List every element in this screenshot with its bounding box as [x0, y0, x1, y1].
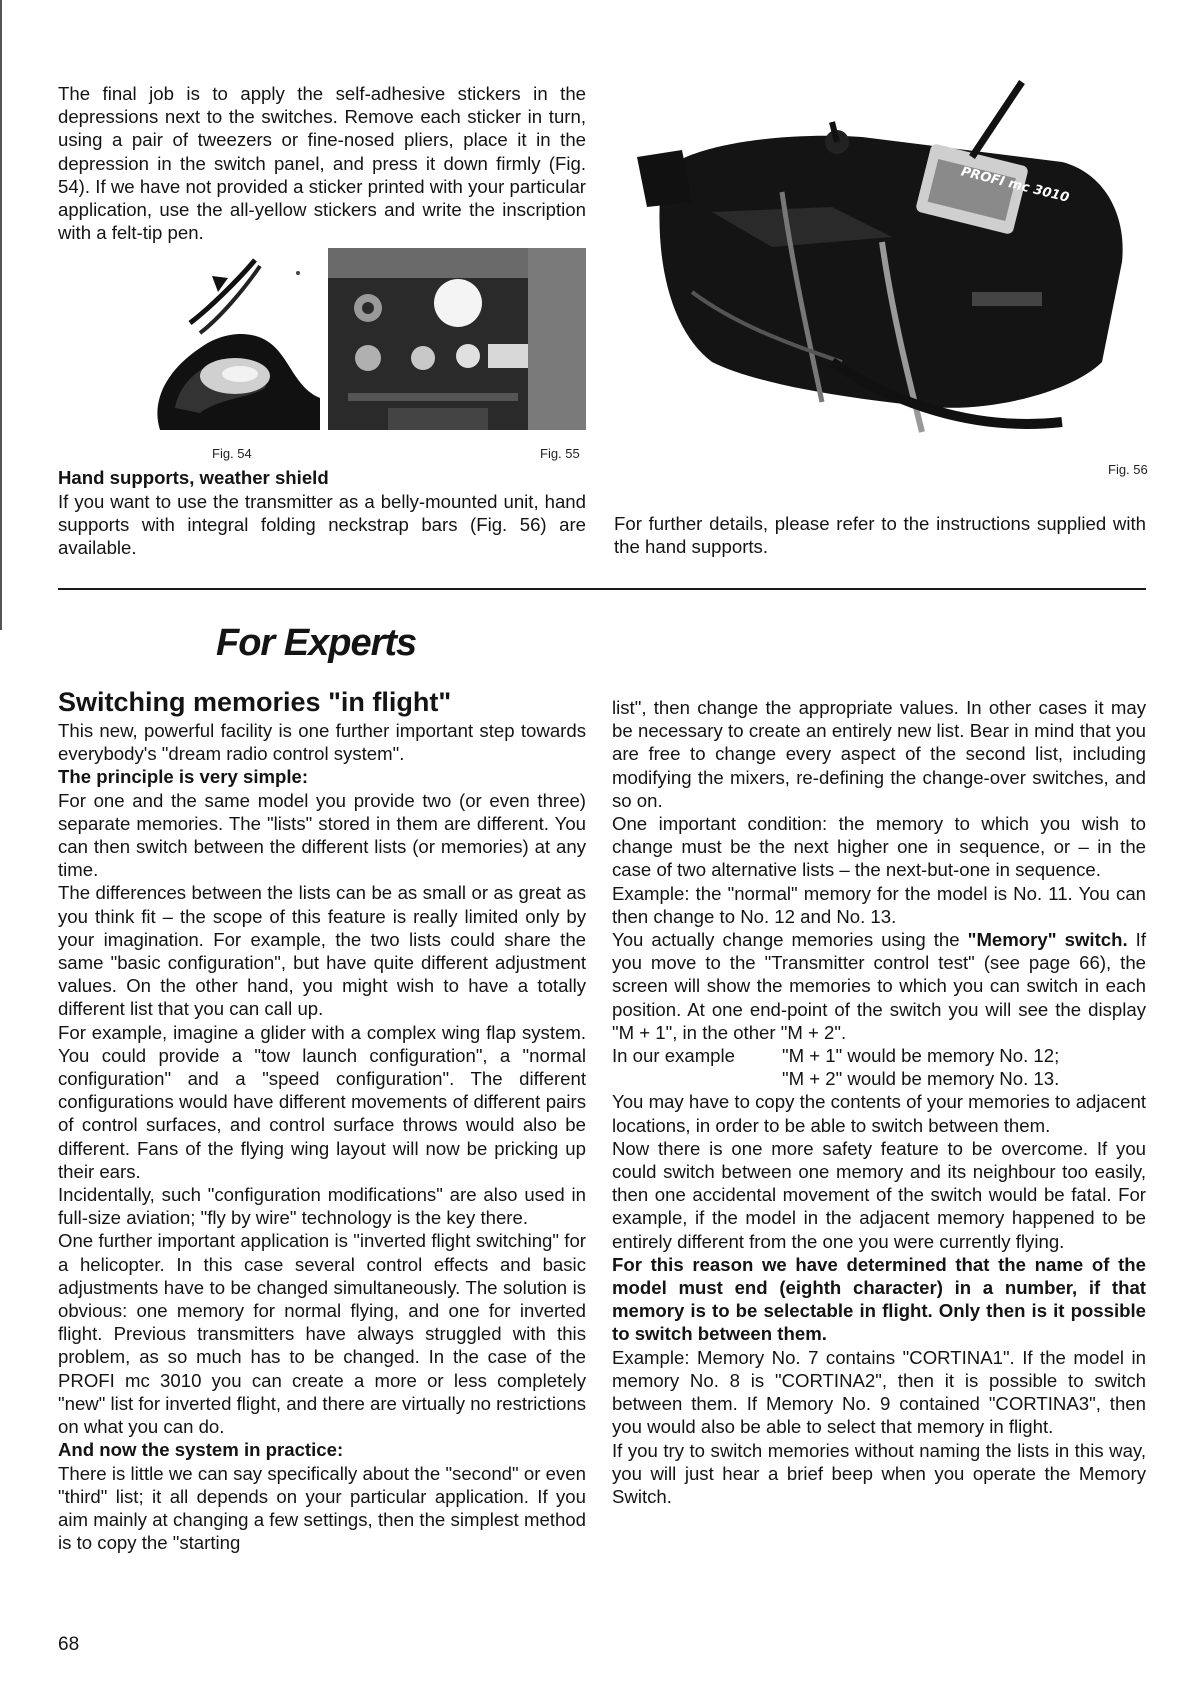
- left-para-5: Incidentally, such "configuration modifications" are also used in full-size aviation; "fly by wire" technology is the key there.: [58, 1184, 586, 1229]
- fig55-photo-switch-panel: [328, 248, 586, 430]
- experts-right-column: [612, 696, 1146, 1508]
- experts-left-column: [58, 719, 586, 1554]
- example-label: In our example: [612, 1045, 735, 1067]
- memory-switch-term: "Memory" switch.: [967, 929, 1128, 951]
- right-para-8: If you try to switch memories without naming the lists in this way, you will just hear a brief beep when you operate the Memory Switch.: [612, 1439, 1146, 1507]
- right-para-2: One important condition: the memory to which you wish to change must be the next higher one in sequence, or – in the case of two alternative lists – the next-but-one in sequence.: [612, 813, 1146, 881]
- binder-margin-line: [0, 0, 2, 630]
- fig56-photo-transmitter: [632, 62, 1146, 454]
- left-para-2: For one and the same model you provide two (or even three) separate memories. The "lists" stored in them are different. You can then switch between the different lists (or memories) at any time.: [58, 789, 586, 881]
- page-number: 68: [58, 1634, 80, 1655]
- left-para-1: This new, powerful facility is one further important step towards everybody's "dream radio control system".: [58, 720, 586, 765]
- fig56-caption: Fig. 56: [1108, 462, 1148, 477]
- fig54-photo-tweezers: [120, 248, 320, 430]
- right-para-4: [612, 928, 1146, 1044]
- fig54-caption: Fig. 54: [212, 446, 252, 461]
- right-para-4-start: You actually change memories using the: [612, 929, 968, 951]
- left-para-4: For example, imagine a glider with a complex wing flap system. You could provide a "tow launch configuration", a "normal configuration" and a "speed configuration". The different configurations would have different movements of different pairs of control surfaces, and control surface throws would also be different. Fans of the flying wing layout will now be pricking up their ears.: [58, 1021, 586, 1182]
- left-para-7: There is little we can say specifically about the "second" or even "third" list; it all depends on your particular application. If you aim mainly at changing a few settings, then the simplest method is to copy the "starting: [58, 1462, 586, 1554]
- right-para-3: Example: the "normal" memory for the model is No. 11. You can then change to No. 12 and No. 13.: [612, 882, 1146, 927]
- principle-subheading: The principle is very simple:: [58, 766, 309, 788]
- right-para-5: You may have to copy the contents of your memories to adjacent locations, in order to be able to switch between them.: [612, 1091, 1146, 1136]
- right-para-7: Example: Memory No. 7 contains "CORTINA1". If the model in memory No. 8 is "CORTINA2", then it is possible to switch between them. If Memory No. 9 contained "CORTINA3", then you would also be able to select that memory in flight.: [612, 1346, 1146, 1438]
- practice-subheading: And now the system in practice:: [58, 1439, 344, 1461]
- left-para-6: One further important application is "inverted flight switching" for a helicopter. In this case several control effects and basic adjustments have to be changed simultaneously. The solution is obvious: one memory for normal flying, and one for inverted flight. Previous transmitters have always struggled with this problem, as so much has to be changed. In the case of the PROFI mc 3010 you can create a more or less completely "new" list for inverted flight, and there are virtually no restrictions on what you can do.: [58, 1230, 586, 1438]
- hand-supports-text: If you want to use the transmitter as a belly-mounted unit, hand supports with integral folding neckstrap bars (Fig. 56) are available.: [58, 491, 586, 559]
- example-row-2: [612, 1067, 1146, 1090]
- hand-supports-heading: Hand supports, weather shield: [58, 467, 329, 488]
- further-details-text: For further details, please refer to the instructions supplied with the hand supports.: [614, 513, 1146, 558]
- sticker-instructions: The final job is to apply the self-adhesive stickers in the depressions next to the switches. Remove each sticker in turn, using a pair of tweezers or fine-nosed pliers, place it in the depression in the switch panel, and press it down firmly (Fig. 54). If we have not provided a sticker printed with your particular application, use the all-yellow stickers and write the inscription with a felt-tip pen.: [58, 83, 586, 244]
- example-line-2: "M + 2" would be memory No. 13.: [782, 1068, 1060, 1090]
- left-para-3: The differences between the lists can be as small or as great as you think fit – the scope of this feature is really limited only by your imagination. For example, the two lists could share the same "basic configuration", but have quite different adjustment values. On the other hand, you might wish to have a totally different list that you can call up.: [58, 882, 586, 1020]
- right-para-1: list", then change the appropriate values. In other cases it may be necessary to create an entirely new list. Bear in mind that you are free to change every aspect of the second list, including modifying the mixers, re-defining the change-over switches, and so on.: [612, 697, 1146, 811]
- example-row-1: [612, 1044, 1146, 1067]
- right-para-6: Now there is one more safety feature to be overcome. If you could switch between one memory and its neighbour too easily, then one accidental movement of the switch would be fatal. For example, if the model in the adjacent memory happened to be entirely different from the one you were currently flying.: [612, 1137, 1146, 1252]
- example-line-1: "M + 1" would be memory No. 12;: [782, 1045, 1060, 1067]
- naming-rule-bold: For this reason we have determined that the name of the model must end (eighth character) in a number, if that memory is to be selectable in flight. Only then is it possible to switch between them.: [612, 1253, 1146, 1345]
- right-para-4-end: If you move to the "Transmitter control test" (see page 66), the screen will show the memories to which you can switch in each position. At one end-point of the switch you will see the display "M + 1", in the other "M + 2".: [612, 929, 1147, 1043]
- for-experts-banner: For Experts: [216, 622, 417, 664]
- switching-memories-heading: Switching memories "in flight": [58, 687, 452, 717]
- fig55-caption: Fig. 55: [540, 446, 580, 461]
- transmitter-brand-label: PROFI mc 3010: [959, 164, 1071, 206]
- section-divider: [58, 588, 1146, 590]
